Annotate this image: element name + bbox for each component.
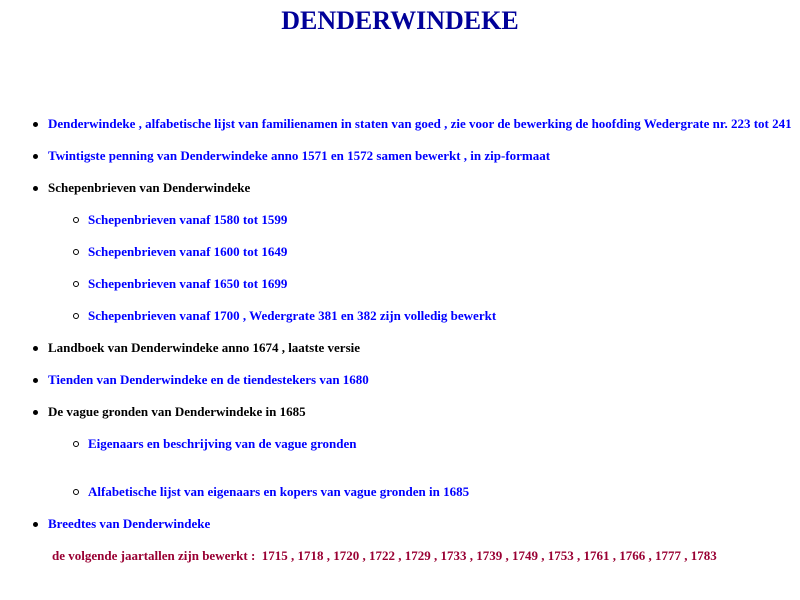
- link-eigenaars[interactable]: Eigenaars en beschrijving van de vague gronden: [88, 436, 357, 451]
- list-item: [48, 116, 792, 132]
- section-vague-gronden: De vague gronden van Denderwindeke in 1685: [48, 404, 306, 419]
- page-title: DENDERWINDEKE: [281, 6, 519, 35]
- list-item: [88, 244, 287, 260]
- bullet-icon: [33, 378, 38, 383]
- circle-bullet-icon: [73, 313, 79, 319]
- list-item: [48, 516, 210, 532]
- circle-bullet-icon: [73, 249, 79, 255]
- list-item: [48, 148, 550, 164]
- bullet-icon: [33, 410, 38, 415]
- link-schepenbrieven-1580[interactable]: Schepenbrieven vanaf 1580 tot 1599: [88, 212, 288, 227]
- list-item: [88, 276, 287, 292]
- list-item: [88, 308, 496, 324]
- list-item: [88, 484, 469, 500]
- link-twintigste-penning[interactable]: Twintigste penning van Denderwindeke anno 1571 en 1572 samen bewerkt , in zip-formaat: [48, 148, 551, 163]
- link-schepenbrieven-1600[interactable]: Schepenbrieven vanaf 1600 tot 1649: [88, 244, 288, 259]
- bullet-icon: [33, 346, 38, 351]
- link-alfabetische-lijst-eigenaars[interactable]: Alfabetische lijst van eigenaars en kopers van vague gronden in 1685: [88, 484, 470, 499]
- circle-bullet-icon: [73, 489, 79, 495]
- list-item: [88, 436, 356, 452]
- years-note: de volgende jaartallen zijn bewerkt : 1715 , 1718 , 1720 , 1722 , 1729 , 1733 , 1739 , 1749 , 1753 , 1761 , 1766 , 1777 , 1783: [52, 548, 717, 563]
- link-breedtes[interactable]: Breedtes van Denderwindeke: [48, 516, 211, 531]
- section-schepenbrieven: Schepenbrieven van Denderwindeke: [48, 180, 251, 195]
- link-tienden[interactable]: Tienden van Denderwindeke en de tiendestekers van 1680: [48, 372, 369, 387]
- list-item: [48, 180, 250, 196]
- circle-bullet-icon: [73, 217, 79, 223]
- circle-bullet-icon: [73, 281, 79, 287]
- link-familienamen[interactable]: Denderwindeke , alfabetische lijst van familienamen in staten van goed , zie voor de bewerking de hoofding Wedergrate nr. 223 tot 241: [48, 116, 792, 131]
- circle-bullet-icon: [73, 441, 79, 447]
- link-schepenbrieven-1650[interactable]: Schepenbrieven vanaf 1650 tot 1699: [88, 276, 288, 291]
- bullet-icon: [33, 154, 38, 159]
- list-item: [48, 404, 306, 420]
- list-item: [88, 212, 287, 228]
- section-landboek: Landboek van Denderwindeke anno 1674 , laatste versie: [48, 340, 361, 355]
- link-schepenbrieven-1700[interactable]: Schepenbrieven vanaf 1700 , Wedergrate 381 en 382 zijn volledig bewerkt: [88, 308, 497, 323]
- bullet-icon: [33, 186, 38, 191]
- list-item: [48, 340, 360, 356]
- list-item: [48, 372, 369, 388]
- bullet-icon: [33, 522, 38, 527]
- bullet-icon: [33, 122, 38, 127]
